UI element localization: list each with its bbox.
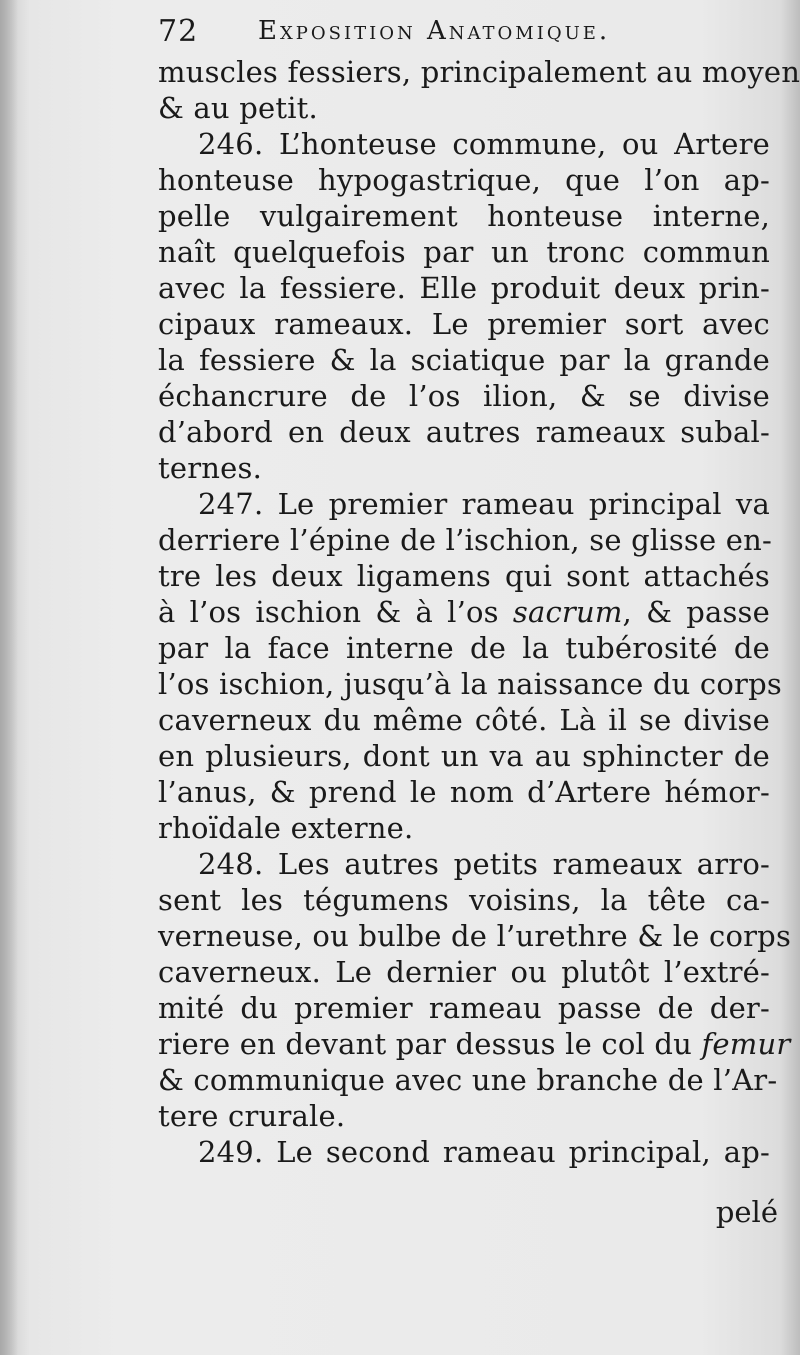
- body-text: [158, 54, 800, 1170]
- text-line: caverneux du même côté. Là il se divise: [158, 703, 770, 737]
- text-line: & au petit.: [158, 91, 318, 125]
- text-line: l’anus, & prend le nom d’Artere hémor-: [158, 775, 770, 809]
- text-line: naît quelquefois par un tronc commun: [158, 235, 770, 269]
- text-line: échancrure de l’os ilion, & se divise: [158, 379, 770, 413]
- text-line: verneuse, ou bulbe de l’urethre & le corps: [158, 919, 792, 953]
- catchword: pelé: [715, 1195, 778, 1229]
- text-line: avec la fessiere. Elle produit deux prin-: [158, 271, 770, 305]
- text-line: derriere l’épine de l’ischion, se glisse en-: [158, 523, 773, 557]
- text-line: mité du premier rameau passe de der-: [158, 991, 770, 1025]
- text-line: rhoïdale externe.: [158, 811, 414, 845]
- text-line: tre les deux ligamens qui sont attachés: [158, 559, 770, 593]
- text-line: à l’os ischion & à l’os sacrum, & passe: [158, 595, 770, 629]
- text-line: d’abord en deux autres rameaux subal-: [158, 415, 770, 449]
- text-line: la fessiere & la sciatique par la grande: [158, 343, 770, 377]
- text-line: tere crurale.: [158, 1099, 346, 1133]
- text-line: 248. Les autres petits rameaux arro-: [198, 847, 770, 881]
- text-line: 247. Le premier rameau principal va: [198, 487, 770, 521]
- text-line: pelle vulgairement honteuse interne,: [158, 199, 770, 233]
- page-header: [158, 14, 778, 58]
- text-line: caverneux. Le dernier ou plutôt l’extré-: [158, 955, 770, 989]
- text-line: honteuse hypogastrique, que l’on ap-: [158, 163, 770, 197]
- page-number: 72: [158, 14, 199, 49]
- text-line: ternes.: [158, 451, 263, 485]
- text-line: 246. L’honteuse commune, ou Artere: [198, 127, 770, 161]
- running-head: Exposition Anatomique.: [258, 16, 611, 46]
- text-line: 249. Le second rameau principal, ap-: [198, 1135, 770, 1169]
- text-line: l’os ischion, jusqu’à la naissance du corps: [158, 667, 782, 701]
- text-line: par la face interne de la tubérosité de: [158, 631, 770, 665]
- text-line: sent les tégumens voisins, la tête ca-: [158, 883, 770, 917]
- text-line: muscles fessiers, principalement au moyen: [158, 55, 800, 89]
- text-line: cipaux rameaux. Le premier sort avec: [158, 307, 770, 341]
- gutter-shadow: [0, 0, 18, 1355]
- text-line: & communique avec une branche de l’Ar-: [158, 1063, 778, 1097]
- text-line: riere en devant par dessus le col du femur: [158, 1027, 791, 1061]
- text-line: en plusieurs, dont un va au sphincter de: [158, 739, 770, 773]
